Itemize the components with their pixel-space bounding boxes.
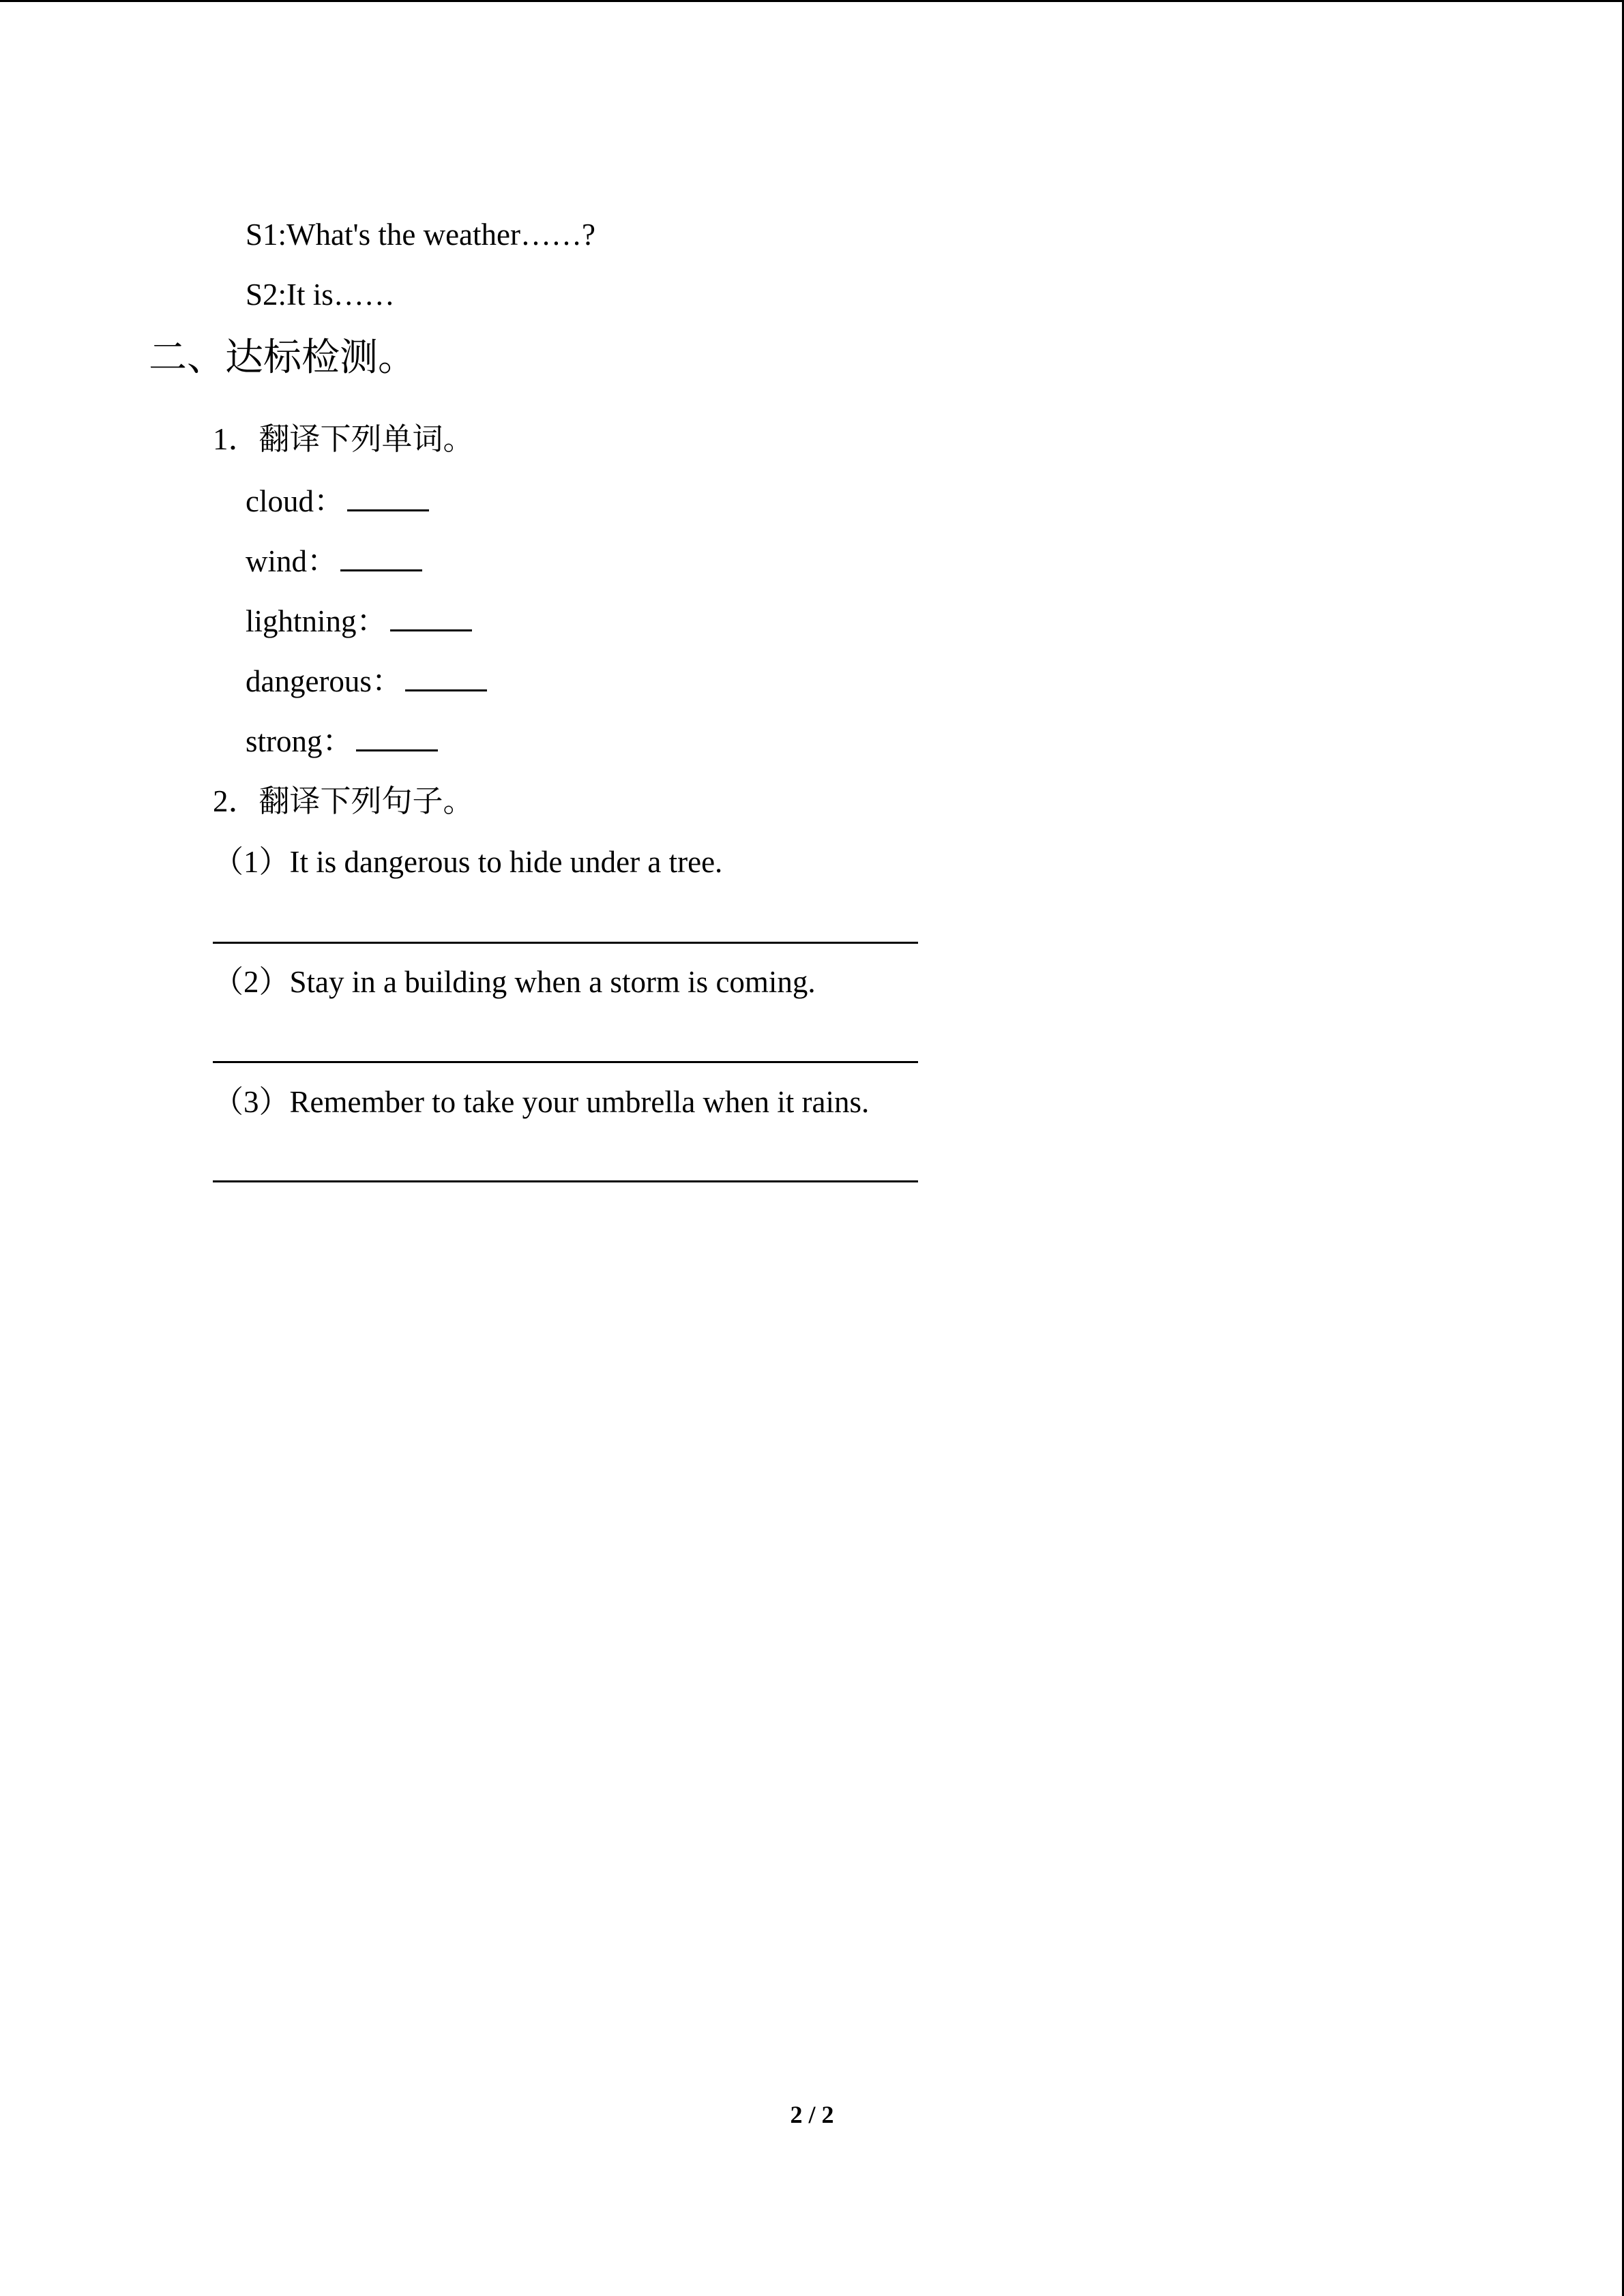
- word-label: strong：: [246, 724, 353, 758]
- word-item-cloud: [246, 482, 429, 520]
- page-number: 2 / 2: [790, 2101, 834, 2128]
- word-item-dangerous: [246, 662, 487, 700]
- part2-title: 2．翻译下列句子。: [213, 784, 474, 818]
- word-label: lightning：: [246, 604, 387, 638]
- answer-line-2[interactable]: [213, 1061, 918, 1063]
- sentence-2: （2）Stay in a building when a storm is coming.: [213, 965, 816, 999]
- sentence-3: （3）Remember to take your umbrella when it rains.: [213, 1085, 870, 1119]
- answer-blank[interactable]: [340, 542, 422, 571]
- answer-blank[interactable]: [405, 662, 487, 691]
- page-top-border: [0, 0, 1624, 2]
- sentence-1: （1）It is dangerous to hide under a tree.: [213, 845, 723, 879]
- answer-blank[interactable]: [356, 722, 438, 751]
- part1-title: 1．翻译下列单词。: [213, 422, 474, 456]
- dialogue-s1: S1:What's the weather……?: [246, 218, 595, 252]
- dialogue-s2: S2:It is……: [246, 278, 395, 312]
- answer-blank[interactable]: [390, 602, 472, 631]
- word-label: dangerous：: [246, 664, 402, 698]
- word-item-lightning: [246, 602, 472, 640]
- word-label: wind：: [246, 544, 338, 578]
- word-label: cloud：: [246, 484, 344, 518]
- answer-line-1[interactable]: [213, 942, 918, 944]
- answer-line-3[interactable]: [213, 1180, 918, 1182]
- word-item-wind: [246, 542, 422, 580]
- word-item-strong: [246, 722, 438, 760]
- answer-blank[interactable]: [347, 482, 429, 511]
- section-heading: 二、达标检测。: [149, 337, 416, 379]
